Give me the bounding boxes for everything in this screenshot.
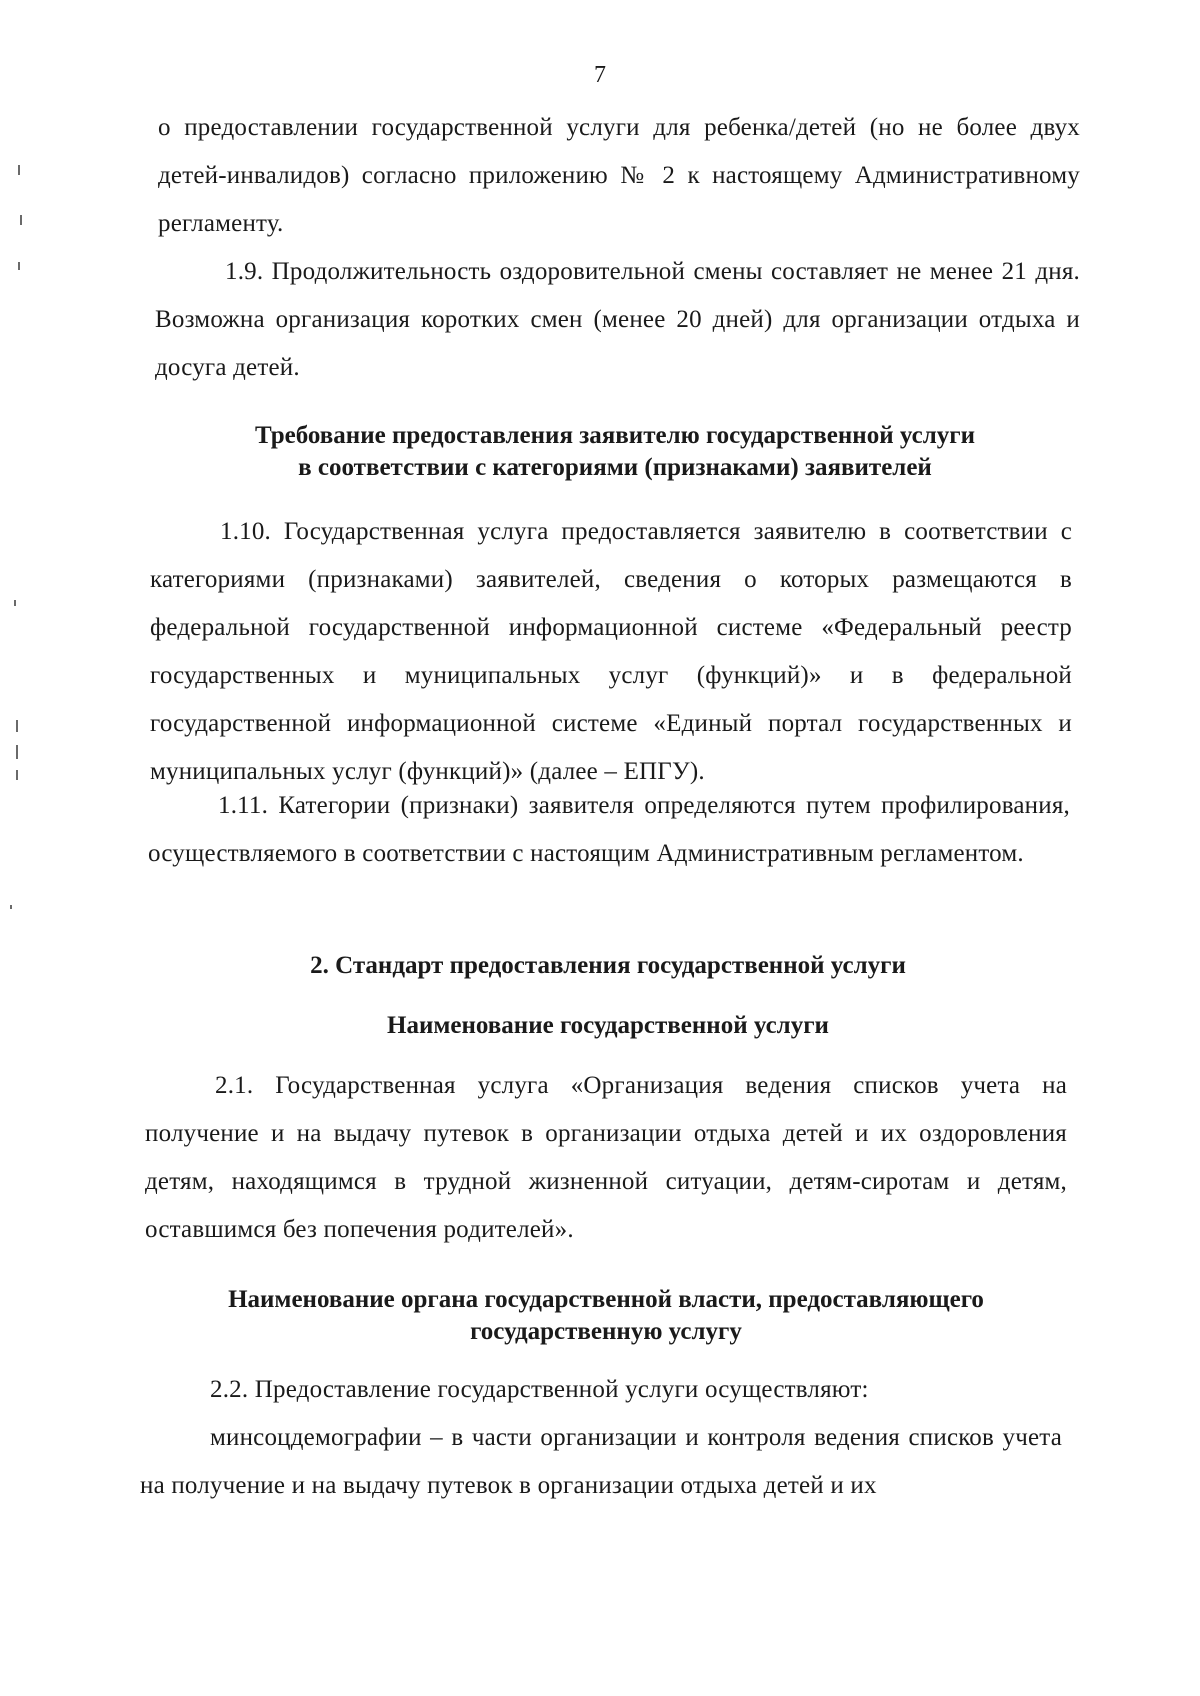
scan-speck: [18, 262, 20, 270]
heading-line: Требование предоставления заявителю государственной услуги: [255, 422, 975, 449]
scan-speck: [16, 745, 18, 759]
heading-line: Наименование органа государственной власти, предоставляющего: [228, 1286, 984, 1313]
paragraph-text: о предоставлении государственной услуги для ребенка/детей (но не более двух детей-инвалидов) согласно приложению № 2 к настоящему Административному регламенту.: [158, 114, 1080, 237]
paragraph-text: 2.1. Государственная услуга «Организация ведения списков учета на получение и на выдачу путевок в организации отдыха детей и их оздоровления детям, находящимся в трудной жизненной ситуации, детям-сиротам и детям, оставшимся без попечения родителей».: [145, 1072, 1067, 1243]
scan-speck: [14, 600, 16, 606]
scan-speck: [10, 905, 12, 909]
paragraph-1-11: [148, 782, 1070, 878]
heading-line: 2. Стандарт предоставления государственной услуги: [310, 952, 906, 979]
section-heading-authority: [145, 1284, 1067, 1348]
paragraph-2-2: [140, 1366, 1062, 1414]
paragraph-text: 2.2. Предоставление государственной услуги осуществляют:: [210, 1376, 869, 1403]
scan-speck: [16, 770, 18, 780]
paragraph-text: 1.9. Продолжительность оздоровительной смены составляет не менее 21 дня. Возможна организация коротких смен (менее 20 дней) для организации отдыха и досуга детей.: [155, 258, 1080, 381]
scan-speck: [18, 165, 20, 175]
paragraph-2-1: [145, 1062, 1067, 1254]
heading-text: [148, 950, 1068, 982]
page-number: 7: [594, 62, 606, 88]
scan-speck: [16, 720, 18, 732]
heading-text: [148, 1010, 1068, 1042]
heading-text: [150, 420, 1080, 484]
heading-line: Наименование государственной услуги: [387, 1012, 829, 1039]
heading-text: [145, 1284, 1067, 1348]
section-heading-requirement: [150, 420, 1080, 484]
paragraph-continuation: [158, 104, 1080, 248]
paragraph-minsocdemography: [140, 1414, 1062, 1510]
heading-line: в соответствии с категориями (признаками) заявителей: [298, 454, 932, 481]
section-heading-standard: [148, 950, 1068, 982]
paragraph-text: 1.11. Категории (признаки) заявителя определяются путем профилирования, осуществляемого в соответствии с настоящим Административным регламентом.: [148, 792, 1070, 867]
paragraph-1-9: [155, 248, 1080, 392]
section-heading-service-name: [148, 1010, 1068, 1042]
paragraph-text: 1.10. Государственная услуга предоставляется заявителю в соответствии с категориями (признаками) заявителей, сведения о которых размещаются в федеральной государственной информационной системе «Федеральный реестр государственных и муниципальных услуг (функций)» и в федеральной государственной информационной системе «Единый портал государственных и муниципальных услуг (функций)» (далее – ЕПГУ).: [150, 518, 1072, 785]
heading-line: государственную услугу: [470, 1318, 742, 1345]
scan-speck: [20, 215, 22, 225]
paragraph-text: минсоцдемографии – в части организации и контроля ведения списков учета на получение и на выдачу путевок в организации отдыха детей и их: [140, 1424, 1062, 1499]
paragraph-1-10: [150, 508, 1072, 796]
